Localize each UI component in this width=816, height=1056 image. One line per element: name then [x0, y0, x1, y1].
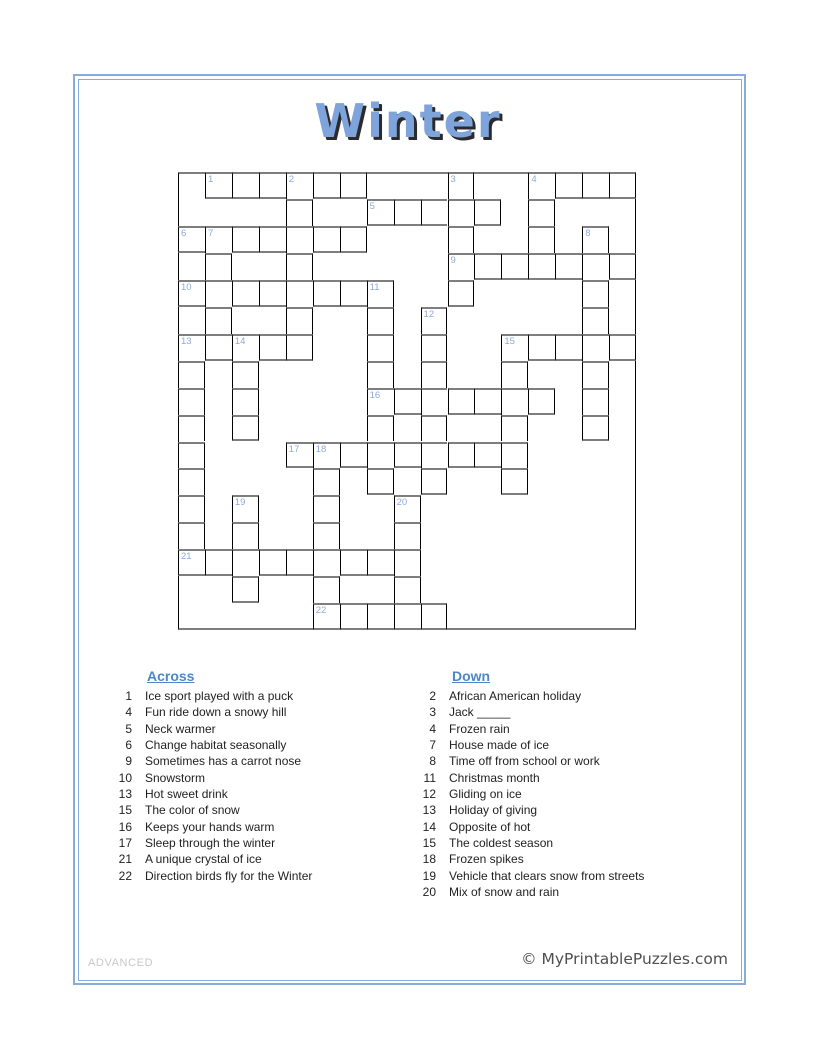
clue-text: Direction birds fly for the Winter: [145, 868, 313, 883]
puzzle-title: Winter: [314, 94, 502, 148]
grid-cell[interactable]: [340, 603, 367, 630]
grid-cell[interactable]: [474, 253, 501, 280]
grid-cell[interactable]: [555, 334, 582, 361]
grid-cell[interactable]: [421, 334, 448, 361]
grid-cell[interactable]: [367, 361, 394, 388]
grid-cell[interactable]: [394, 576, 421, 603]
clue-text: Opposite of hot: [449, 819, 531, 834]
cell-number: 7: [207, 227, 214, 239]
clue-text: Ice sport played with a puck: [145, 689, 294, 703]
cell-number: 3: [450, 174, 456, 185]
clue-text: The color of snow: [145, 803, 240, 818]
clue-text: Vehicle that clears snow from streets: [449, 868, 645, 883]
down-clues-section: [410, 668, 730, 900]
grid-cell[interactable]: [394, 522, 421, 549]
grid-cell[interactable]: [205, 226, 232, 253]
clue-row: [106, 753, 396, 769]
grid-cell[interactable]: [528, 226, 555, 253]
clue-row: [106, 802, 396, 818]
clue-text: Snowstorm: [145, 770, 206, 785]
grid-cell[interactable]: [178, 415, 205, 442]
grid-cell[interactable]: [340, 226, 367, 253]
clue-row: [410, 884, 730, 900]
clue-row: [410, 802, 730, 818]
grid-cell[interactable]: [421, 388, 448, 415]
grid-cell[interactable]: [367, 442, 394, 469]
grid-cell[interactable]: [313, 495, 340, 522]
grid-cell[interactable]: [394, 603, 421, 630]
grid-cell[interactable]: [340, 172, 367, 199]
cell-number: 6: [181, 227, 187, 239]
grid-cell[interactable]: [178, 495, 205, 522]
grid-cell[interactable]: [313, 576, 340, 603]
grid-cell[interactable]: [367, 468, 394, 495]
clue-number: 4: [429, 721, 436, 736]
grid-cell[interactable]: [367, 334, 394, 361]
clue-number: 13: [422, 803, 436, 818]
clue-number: 17: [118, 836, 132, 851]
grid-cell[interactable]: [421, 199, 448, 226]
across-header: Across: [147, 668, 195, 684]
grid-cell[interactable]: [501, 442, 528, 469]
grid-cell[interactable]: [232, 495, 259, 522]
clue-row: [106, 688, 396, 704]
grid-cell[interactable]: [313, 172, 340, 199]
grid-cell[interactable]: [367, 388, 394, 415]
clue-text: Time off from school or work: [449, 754, 600, 769]
clue-text: Christmas month: [449, 770, 540, 785]
clue-number: 18: [422, 852, 436, 867]
grid-cell[interactable]: [421, 468, 448, 495]
grid-cell[interactable]: [232, 415, 259, 442]
grid-cell[interactable]: [286, 280, 313, 307]
clue-text: Fun ride down a snowy hill: [145, 705, 287, 720]
clue-text: Jack _____: [449, 705, 511, 720]
grid-cell[interactable]: [421, 415, 448, 442]
grid-cell[interactable]: [340, 280, 367, 307]
grid-cell[interactable]: [582, 388, 609, 415]
grid-cell[interactable]: [448, 199, 475, 226]
grid-cell[interactable]: [232, 549, 259, 576]
grid-cell[interactable]: [178, 442, 205, 469]
clue-row: [410, 786, 730, 802]
clue-row: [106, 770, 396, 786]
grid-cell[interactable]: [259, 226, 286, 253]
clue-number: 15: [422, 836, 436, 851]
clue-text: Holiday of giving: [449, 803, 538, 818]
across-clue-list: [106, 688, 396, 884]
cell-number: 12: [423, 308, 435, 320]
clue-row: [106, 721, 396, 737]
cell-number: 19: [234, 497, 246, 509]
grid-cell[interactable]: [313, 549, 340, 576]
grid-cell[interactable]: [582, 172, 609, 199]
grid-cell[interactable]: [582, 361, 609, 388]
clue-number: 16: [118, 819, 132, 834]
grid-cell[interactable]: [286, 253, 313, 280]
grid-cell[interactable]: [205, 549, 232, 576]
clue-number: 11: [423, 770, 436, 785]
clue-number: 20: [422, 885, 436, 900]
grid-cell[interactable]: [259, 334, 286, 361]
grid-cell[interactable]: [205, 334, 232, 361]
grid-cell[interactable]: [286, 307, 313, 334]
clue-text: A unique crystal of ice: [145, 852, 262, 867]
clue-text: Mix of snow and rain: [449, 885, 560, 900]
grid-cell[interactable]: [582, 280, 609, 307]
grid-cell[interactable]: [259, 172, 286, 199]
clue-number: 7: [429, 738, 436, 753]
clue-text: Frozen spikes: [449, 852, 524, 867]
down-header: Down: [452, 668, 491, 684]
grid-cell[interactable]: [448, 280, 475, 307]
grid-cell[interactable]: [232, 522, 259, 549]
clue-row: [410, 753, 730, 769]
clue-row: [410, 851, 730, 867]
grid-cell[interactable]: [367, 199, 394, 226]
clue-text: African American holiday: [449, 689, 582, 703]
grid-cell[interactable]: [394, 549, 421, 576]
grid-cell[interactable]: [313, 442, 340, 469]
grid-cell[interactable]: [501, 334, 528, 361]
grid-cell[interactable]: [178, 226, 205, 253]
grid-cell[interactable]: [259, 280, 286, 307]
grid-cell[interactable]: [232, 280, 259, 307]
cell-number: 15: [504, 335, 515, 347]
clue-row: [106, 737, 396, 753]
grid-cell[interactable]: [394, 388, 421, 415]
grid-cell[interactable]: [178, 388, 205, 415]
grid-cell[interactable]: [501, 468, 528, 495]
grid-cell[interactable]: [474, 388, 501, 415]
grid-cell[interactable]: [178, 549, 205, 576]
grid-cell[interactable]: [448, 226, 475, 253]
clue-text: Hot sweet drink: [145, 787, 228, 802]
grid-cell[interactable]: [232, 334, 259, 361]
grid-cell[interactable]: [501, 253, 528, 280]
grid-cell[interactable]: [286, 199, 313, 226]
grid-cell[interactable]: [555, 253, 582, 280]
grid-cell[interactable]: [528, 172, 555, 199]
grid-cell[interactable]: [582, 307, 609, 334]
grid-cell[interactable]: [286, 442, 313, 469]
crossword-grid: [178, 172, 636, 630]
grid-cell[interactable]: [501, 388, 528, 415]
grid-cell[interactable]: [501, 415, 528, 442]
clue-number: 10: [118, 770, 132, 785]
grid-cell[interactable]: [313, 226, 340, 253]
grid-cell[interactable]: [448, 388, 475, 415]
grid-cell[interactable]: [367, 549, 394, 576]
grid-cell[interactable]: [178, 280, 205, 307]
grid-cell[interactable]: [609, 253, 636, 280]
clue-row: [410, 721, 730, 737]
grid-cell[interactable]: [205, 253, 232, 280]
clue-text: House made of ice: [449, 738, 550, 753]
down-clue-list: [410, 688, 730, 900]
grid-cell[interactable]: [286, 172, 313, 199]
grid-cell[interactable]: [178, 334, 205, 361]
clue-number: 4: [125, 705, 132, 720]
clue-row: [410, 737, 730, 753]
cell-number: 2: [288, 174, 295, 185]
clue-text: Gliding on ice: [449, 787, 522, 802]
clue-number: 5: [125, 721, 132, 736]
clue-text: Neck warmer: [145, 721, 216, 736]
clue-row: [410, 688, 730, 704]
grid-cell[interactable]: [421, 442, 448, 469]
grid-cell[interactable]: [528, 199, 555, 226]
grid-cell[interactable]: [394, 442, 421, 469]
grid-cell[interactable]: [232, 361, 259, 388]
grid-cell[interactable]: [259, 549, 286, 576]
grid-cell[interactable]: [582, 253, 609, 280]
grid-cell[interactable]: [474, 199, 501, 226]
grid-cell[interactable]: [367, 307, 394, 334]
clue-number: 9: [125, 754, 132, 769]
cell-number: 1: [207, 174, 214, 185]
clue-row: [106, 786, 396, 802]
grid-cell[interactable]: [474, 442, 501, 469]
clue-row: [106, 851, 396, 867]
grid-cell[interactable]: [313, 468, 340, 495]
grid-cell[interactable]: [367, 415, 394, 442]
grid-cell[interactable]: [394, 495, 421, 522]
clue-row: [106, 704, 396, 720]
clue-number: 19: [422, 868, 436, 883]
grid-cell[interactable]: [178, 361, 205, 388]
grid-cell[interactable]: [582, 226, 609, 253]
clue-text: Sleep through the winter: [145, 836, 276, 851]
grid-cell[interactable]: [528, 334, 555, 361]
clue-number: 21: [118, 852, 132, 867]
grid-cell[interactable]: [313, 522, 340, 549]
clue-text: Frozen rain: [449, 721, 510, 736]
cell-number: 11: [369, 281, 380, 293]
clue-number: 15: [118, 803, 132, 818]
grid-cell[interactable]: [609, 172, 636, 199]
clue-row: [106, 819, 396, 835]
cell-number: 5: [369, 200, 375, 212]
clue-text: Sometimes has a carrot nose: [145, 754, 302, 769]
grid-cell[interactable]: [286, 226, 313, 253]
grid-cell[interactable]: [178, 468, 205, 495]
clue-number: 1: [125, 689, 132, 703]
copyright-credit: © MyPrintablePuzzles.com: [521, 950, 728, 968]
cell-number: 21: [181, 551, 192, 563]
grid-cell[interactable]: [205, 280, 232, 307]
grid-cell[interactable]: [609, 334, 636, 361]
grid-cell[interactable]: [313, 280, 340, 307]
clue-number: 13: [118, 787, 132, 802]
grid-cell[interactable]: [501, 361, 528, 388]
clue-number: 3: [429, 705, 436, 720]
clue-row: [410, 835, 730, 851]
grid-cell[interactable]: [205, 307, 232, 334]
grid-cell[interactable]: [421, 307, 448, 334]
cell-number: 14: [234, 335, 246, 347]
clue-number: 14: [422, 819, 436, 834]
cell-number: 18: [315, 443, 327, 455]
clue-text: Keeps your hands warm: [145, 819, 275, 834]
grid-cell[interactable]: [286, 334, 313, 361]
grid-cell[interactable]: [232, 576, 259, 603]
clue-number: 6: [125, 738, 132, 753]
cell-number: 10: [181, 281, 192, 293]
grid-cell[interactable]: [232, 172, 259, 199]
clue-row: [410, 770, 730, 786]
clue-number: 12: [422, 787, 436, 802]
grid-cell[interactable]: [367, 280, 394, 307]
difficulty-label: ADVANCED: [88, 957, 154, 969]
grid-cell[interactable]: [528, 388, 555, 415]
clue-row: [106, 868, 396, 884]
grid-cell[interactable]: [448, 442, 475, 469]
grid-cell[interactable]: [421, 361, 448, 388]
grid-cell[interactable]: [448, 253, 475, 280]
cell-number: 8: [585, 227, 591, 239]
clue-text: Change habitat seasonally: [145, 738, 287, 753]
grid-cell[interactable]: [340, 549, 367, 576]
clue-row: [410, 704, 730, 720]
grid-cell[interactable]: [178, 522, 205, 549]
cell-number: 17: [288, 443, 300, 455]
cell-number: 13: [181, 335, 192, 347]
grid-cell[interactable]: [205, 172, 232, 199]
clue-number: 8: [429, 754, 436, 769]
grid-cell[interactable]: [555, 172, 582, 199]
grid-cell[interactable]: [421, 603, 448, 630]
grid-cell[interactable]: [394, 199, 421, 226]
grid-cell[interactable]: [448, 172, 475, 199]
grid-cell[interactable]: [367, 603, 394, 630]
grid-cell[interactable]: [528, 253, 555, 280]
cell-number: 22: [315, 605, 327, 617]
grid-cell[interactable]: [232, 226, 259, 253]
grid-cell[interactable]: [313, 603, 340, 630]
clue-number: 22: [118, 868, 132, 883]
clue-number: 2: [429, 689, 436, 703]
clue-row: [106, 835, 396, 851]
cell-number: 16: [369, 389, 381, 401]
grid-cell[interactable]: [582, 334, 609, 361]
cell-number: 20: [396, 497, 408, 509]
clue-row: [410, 819, 730, 835]
clue-text: The coldest season: [449, 836, 554, 851]
cell-number: 4: [531, 174, 537, 185]
grid-cell[interactable]: [286, 549, 313, 576]
cell-number: 9: [450, 254, 456, 266]
clue-row: [410, 868, 730, 884]
across-clues-section: [106, 668, 396, 884]
grid-cell[interactable]: [232, 388, 259, 415]
grid-cell[interactable]: [582, 415, 609, 442]
grid-cell[interactable]: [340, 442, 367, 469]
